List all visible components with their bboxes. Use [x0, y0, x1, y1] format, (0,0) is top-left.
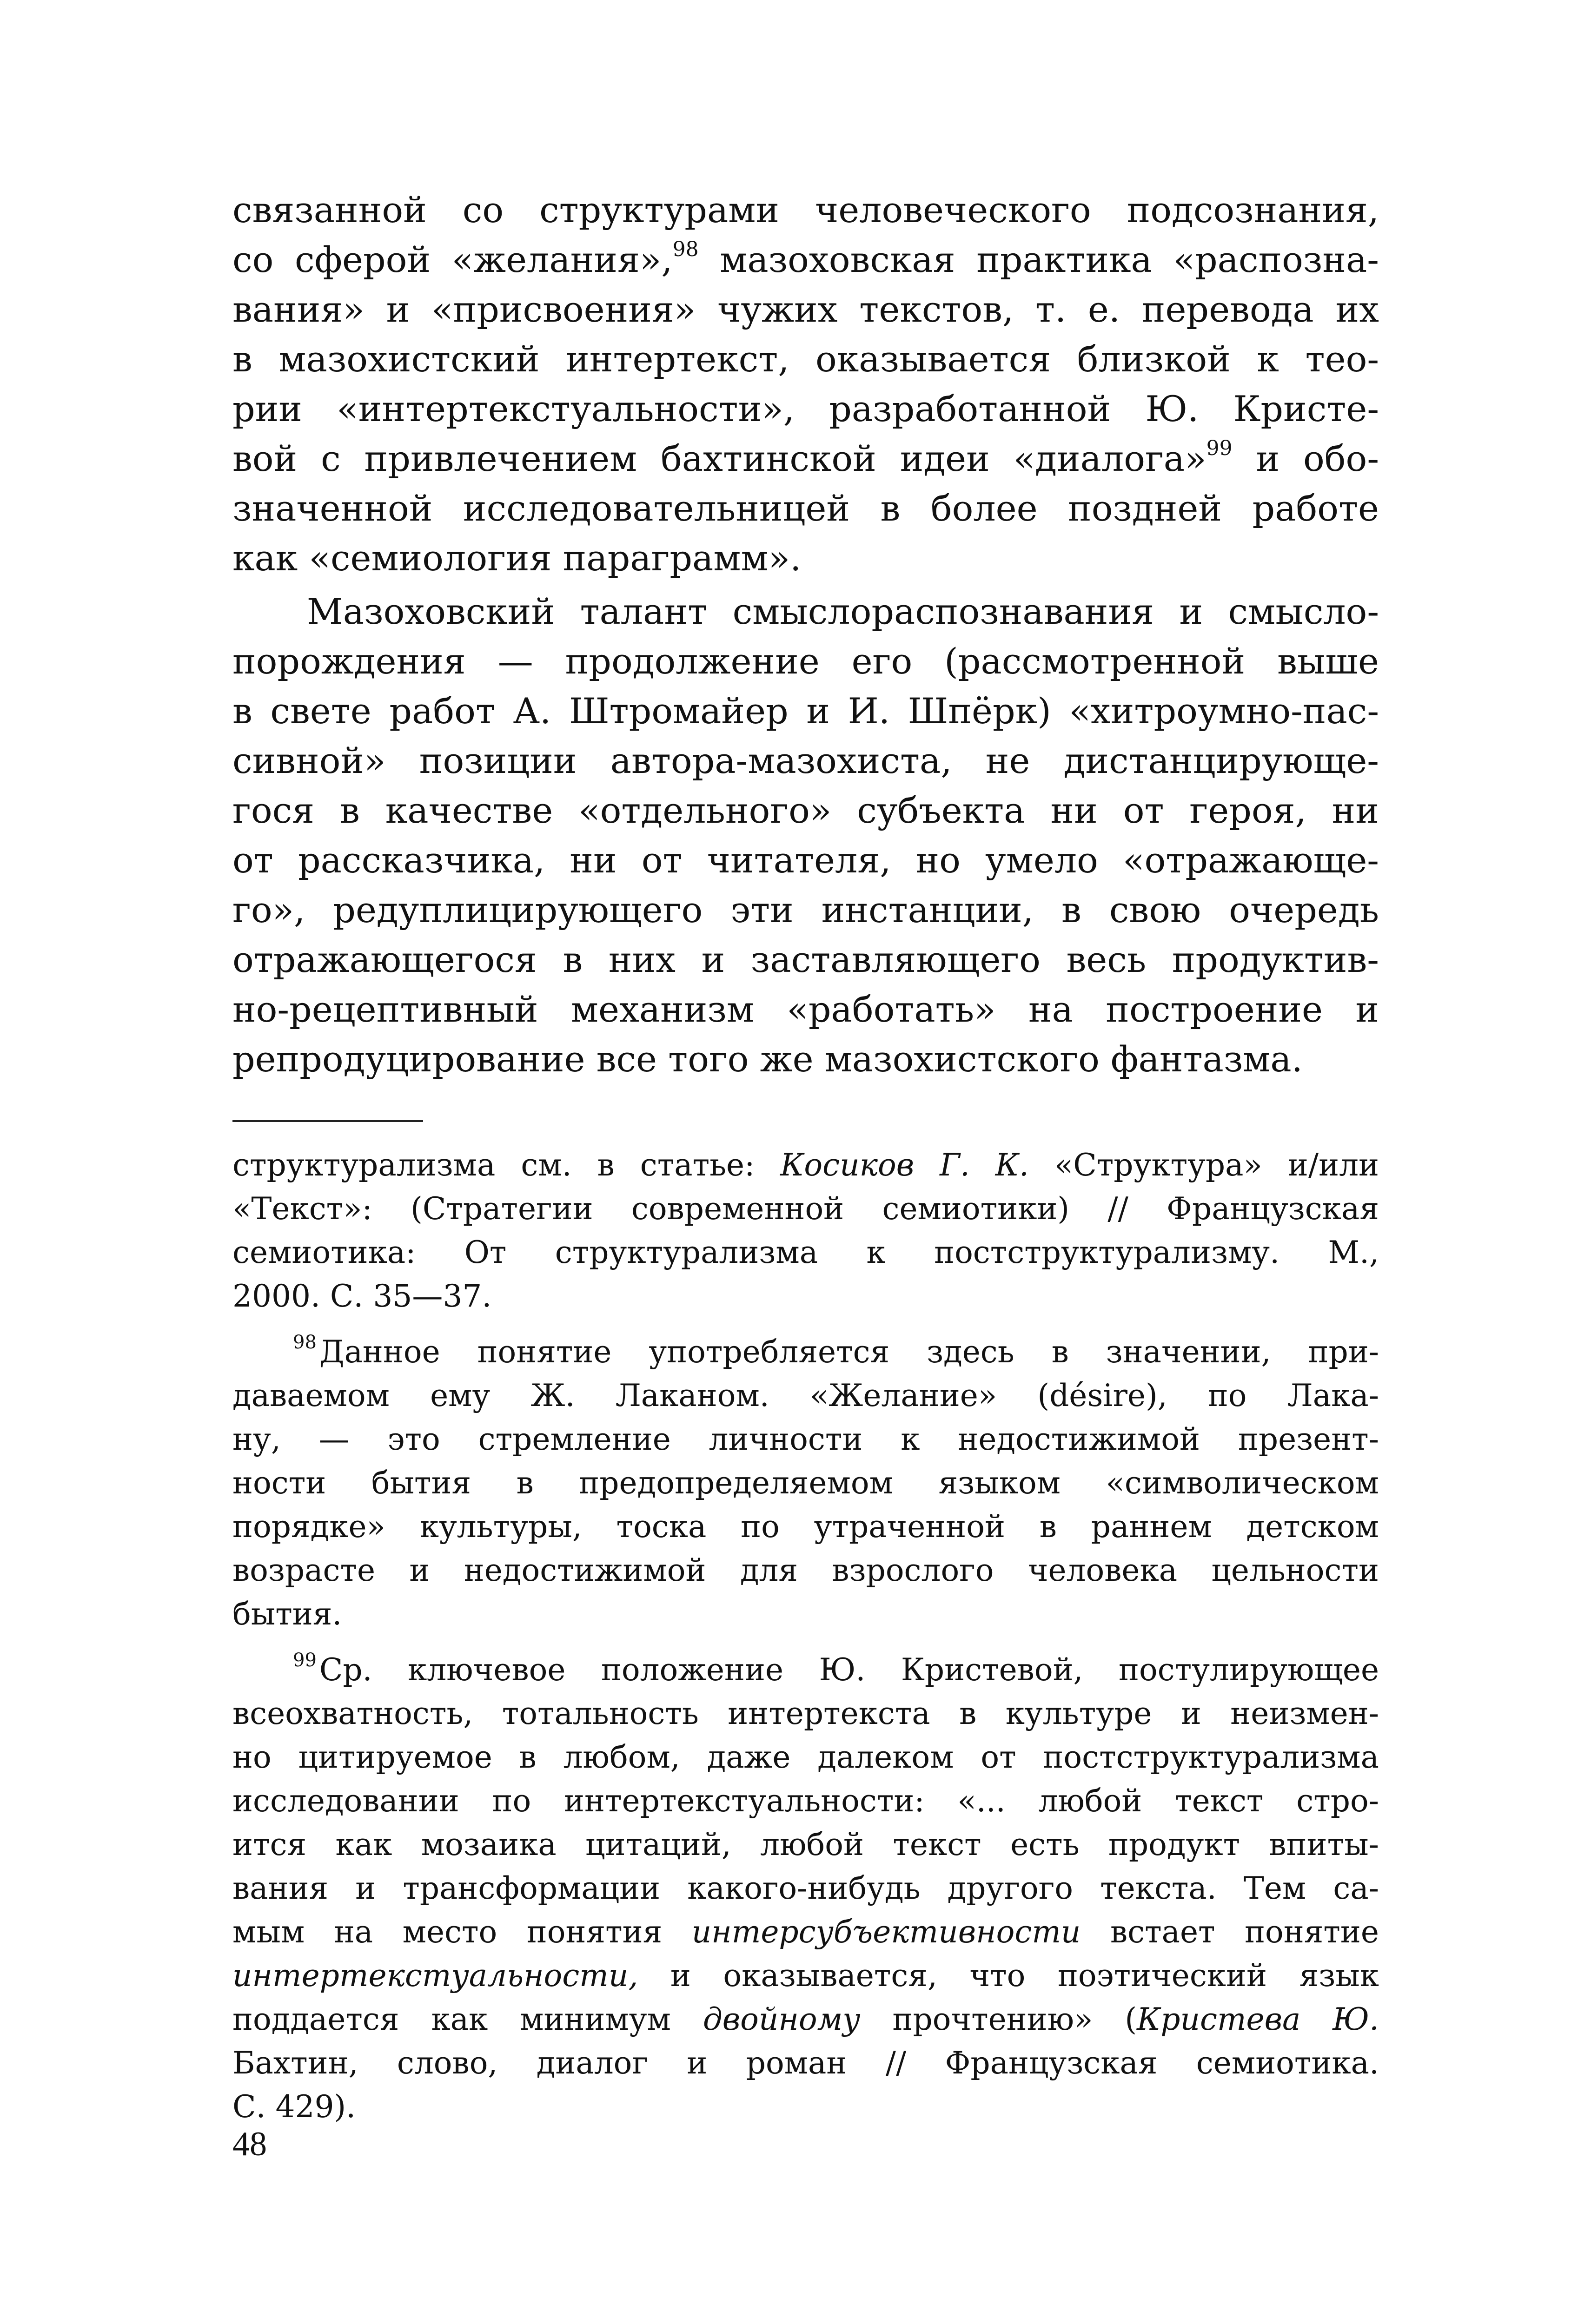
footnote-99 — [232, 1648, 1379, 2129]
footnote-line: порядке» культуры, тоска по утраченной в раннем детском — [232, 1509, 1379, 1545]
footnote-line: 2000. С. 35—37. — [232, 1278, 492, 1314]
footnote-line: Бахтин, слово, диалог и роман // Французская семиотика. — [232, 2045, 1379, 2081]
text-line: вания» и «присвоения» чужих текстов, т. е. перевода их — [232, 289, 1379, 330]
text-line: порождения — продолжение его (рассмотренной выше — [232, 640, 1379, 682]
text-line: связанной со структурами человеческого подсознания, — [232, 189, 1379, 231]
text-line: го», редуплицирующего эти инстанции, в свою очередь — [232, 889, 1379, 931]
footnote-line: мым на место понятия интерсубъективности встает понятие — [232, 1914, 1379, 1950]
footnote-line: ну, — это стремление личности к недостижимой презент- — [232, 1421, 1379, 1457]
footnote-continued — [232, 1143, 1379, 1318]
footnote-ref-98[interactable]: 98 — [672, 238, 699, 261]
text-line: сивной» позиции автора-мазохиста, не дистанцирующе- — [232, 740, 1379, 781]
text-line: гося в качестве «отдельного» субъекта ни от героя, ни — [232, 790, 1379, 831]
footnote-line: структурализма см. в статье: Косиков Г. К. «Структура» и/или — [232, 1147, 1379, 1183]
footnote-line: исследовании по интертекстуальности: «... любой текст стро- — [232, 1783, 1379, 1819]
text-line: Мазоховский талант смыслораспознавания и смысло- — [307, 591, 1379, 632]
text-line: значенной исследовательницей в более поздней работе — [232, 488, 1379, 529]
footnote-line: «Текст»: (Стратегии современной семиотики) // Французская — [232, 1191, 1379, 1227]
text-line: отражающегося в них и заставляющего весь продуктив- — [232, 939, 1379, 980]
footnote-line: даваемом ему Ж. Лаканом. «Желание» (désire), по Лака- — [232, 1378, 1379, 1413]
text-line: в мазохистский интертекст, оказывается близкой к тео- — [232, 338, 1379, 380]
footnote-line: вания и трансформации какого-нибудь другого текста. Тем са- — [232, 1870, 1379, 1906]
footnote-line: ности бытия в предопределяемом языком «символическом — [232, 1465, 1379, 1501]
footnote-line: С. 429). — [232, 2089, 356, 2125]
footnote-line: $^{98}$Данное понятие употребляется здесь в значении, при- — [293, 1332, 1379, 1370]
text-line: в свете работ А. Штромайер и И. Шпёрк) «хитроумно-пас- — [232, 690, 1379, 732]
footnote-line: бытия. — [232, 1596, 342, 1632]
main-text — [232, 185, 1379, 1084]
footnote-line: интертекстуальности, и оказывается, что поэтический язык — [232, 1958, 1379, 1994]
text-line: рии «интертекстуальности», разработанной Ю. Кристе- — [232, 388, 1379, 429]
footnote-number: 99 — [293, 1650, 317, 1671]
footnote-line: но цитируемое в любом, даже далеком от постструктурализма — [232, 1739, 1379, 1775]
text-line: но-рецептивный механизм «работать» на построение и — [232, 989, 1379, 1030]
text-line: как «семиология параграмм». — [232, 537, 802, 579]
text-line: вой с привлечением бахтинской идеи «диалога»$^{99}$ и обо- — [232, 436, 1379, 479]
footnote-98 — [232, 1330, 1379, 1636]
footnote-line: $^{99}$Ср. ключевое положение Ю. Кристевой, постулирующее — [293, 1650, 1379, 1688]
text-line: от рассказчика, ни от читателя, но умело «отражающе- — [232, 839, 1379, 881]
footnote-separator — [232, 1120, 423, 1122]
footnote-ref-99[interactable]: 99 — [1206, 436, 1233, 460]
footnote-line: ится как мозаика цитаций, любой текст есть продукт впиты- — [232, 1827, 1379, 1862]
footnote-line: всеохватность, тотальность интертекста в культуре и неизмен- — [232, 1696, 1379, 1731]
footnote-line: возрасте и недостижимой для взрослого человека цельности — [232, 1552, 1379, 1588]
text-line: репродуцирование все того же мазохистского фантазма. — [232, 1038, 1303, 1080]
footnote-line: семиотика: От структурализма к постструктурализму. М., — [232, 1235, 1379, 1270]
paragraph-2 — [232, 587, 1379, 1084]
footnotes — [232, 1143, 1379, 2129]
footnote-line: поддается как минимум двойному прочтению» (Кристева Ю. — [232, 2001, 1379, 2037]
text-line: со сферой «желания»,$^{98}$ мазоховская практика «распозна- — [232, 238, 1379, 280]
page-number: 48 — [232, 2125, 267, 2163]
paragraph-1 — [232, 185, 1379, 583]
footnote-number: 98 — [293, 1332, 317, 1353]
